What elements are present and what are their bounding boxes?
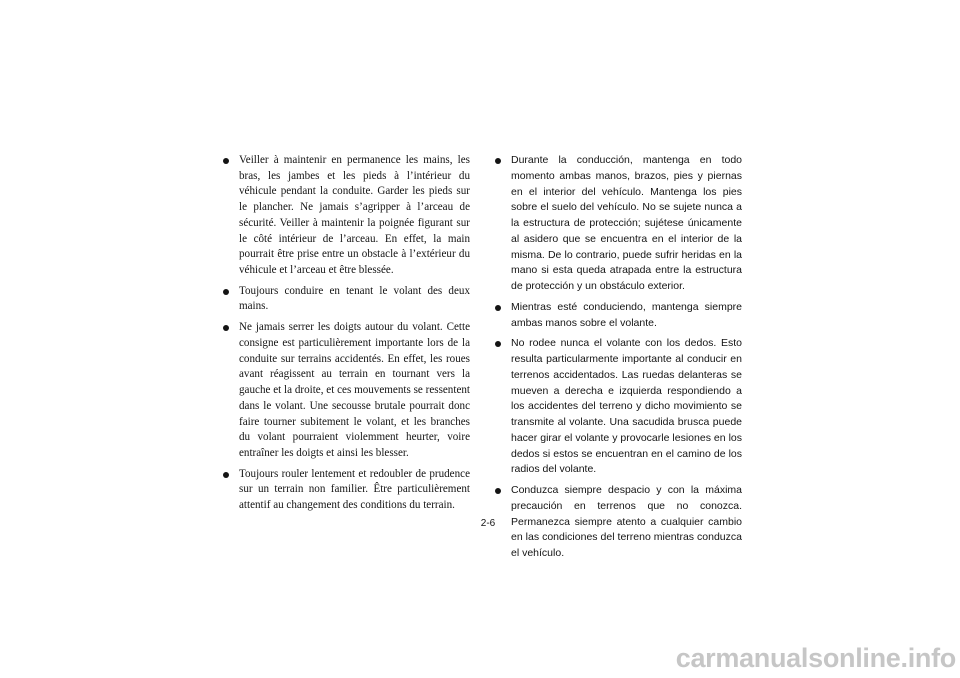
french-bullet-item [222, 467, 470, 514]
bullet-icon [495, 305, 501, 311]
french-bullet-text: Veiller à maintenir en permanence les mains, les bras, les jambes et les pieds à l’intérieur du véhicule pendant la conduite. Garder les pieds sur le plancher. Ne jamais s’agripper à l’arceau de sécurité. Veiller à maintenir la poignée figurant sur le côté intérieur de l’arceau. En effet, la main pourrait être prise entre un obstacle à l’extérieur du véhicule et l’arceau et être blessée. [239, 154, 470, 277]
french-bullet-text: Ne jamais serrer les doigts autour du volant. Cette consigne est particulièrement importante lors de la conduite sur terrains accidentés. En effet, les roues avant réagissent au terrain en tournant vers la gauche et la droite, et ces mouvements se ressentent dans le volant. Une secousse brutale pourrait donc faire tourner subitement le volant, et les branches du volant pourraient violemment heurter, voire entraîner les doigts et ainsi les blesser. [239, 321, 470, 459]
spanish-bullet-text: Mientras esté conduciendo, mantenga siempre ambas manos sobre el volante. [511, 300, 742, 329]
spanish-bullet-text: No rodee nunca el volante con los dedos. Esto resulta particularmente importante al conducir en terrenos accidentados. Las ruedas delanteras se mueven a derecha e izquierda respondiendo a los accidentes del terreno y dicho movimiento se transmite al volante. Una sacudida brusca puede hacer girar el volante y provocarle lesiones en los dedos si estos se encuentran en el camino de los radios del volante. [511, 337, 742, 476]
french-warning-list [222, 153, 470, 519]
french-bullet-text: Toujours rouler lentement et redoubler de prudence sur un terrain non familier. Être particulièrement attentif au changement des conditions du terrain. [239, 467, 470, 512]
spanish-bullet-item [494, 153, 742, 295]
spanish-bullet-item [494, 300, 742, 332]
bullet-icon [223, 325, 229, 331]
spanish-bullet-text: Durante la conducción, mantenga en todo momento ambas manos, brazos, pies y piernas en el interior del vehículo. Mantenga los pies sobre el suelo del vehículo. No se sujete nunca a la estructura de protección; sujétese únicamente al asidero que se encuentra en el interior de la misma. De lo contrario, puede sufrir heridas en la mano si esta queda atrapada entre la estructura de protección y un obstáculo exterior. [511, 154, 742, 292]
spanish-bullet-item [494, 336, 742, 478]
bullet-icon [495, 341, 501, 347]
bullet-icon [495, 488, 501, 494]
spanish-warning-list [494, 153, 742, 567]
bullet-icon [495, 158, 501, 164]
french-bullet-item [222, 153, 470, 279]
spanish-bullet-text: Conduzca siempre despacio y con la máxima precaución en terrenos que no conozca. Permanezca siempre atento a cualquier cambio en las condiciones del terreno mientras conduzca el vehículo. [511, 484, 742, 559]
bullet-icon [223, 289, 229, 295]
page-number: 2-6 [480, 518, 496, 529]
bullet-icon [223, 472, 229, 478]
spanish-bullet-item [494, 483, 742, 562]
bullet-icon [223, 158, 229, 164]
french-bullet-text: Toujours conduire en tenant le volant des deux mains. [239, 284, 470, 313]
watermark-link[interactable]: carmanualsonline.info [675, 643, 956, 673]
french-bullet-item [222, 320, 470, 461]
french-bullet-item [222, 284, 470, 315]
